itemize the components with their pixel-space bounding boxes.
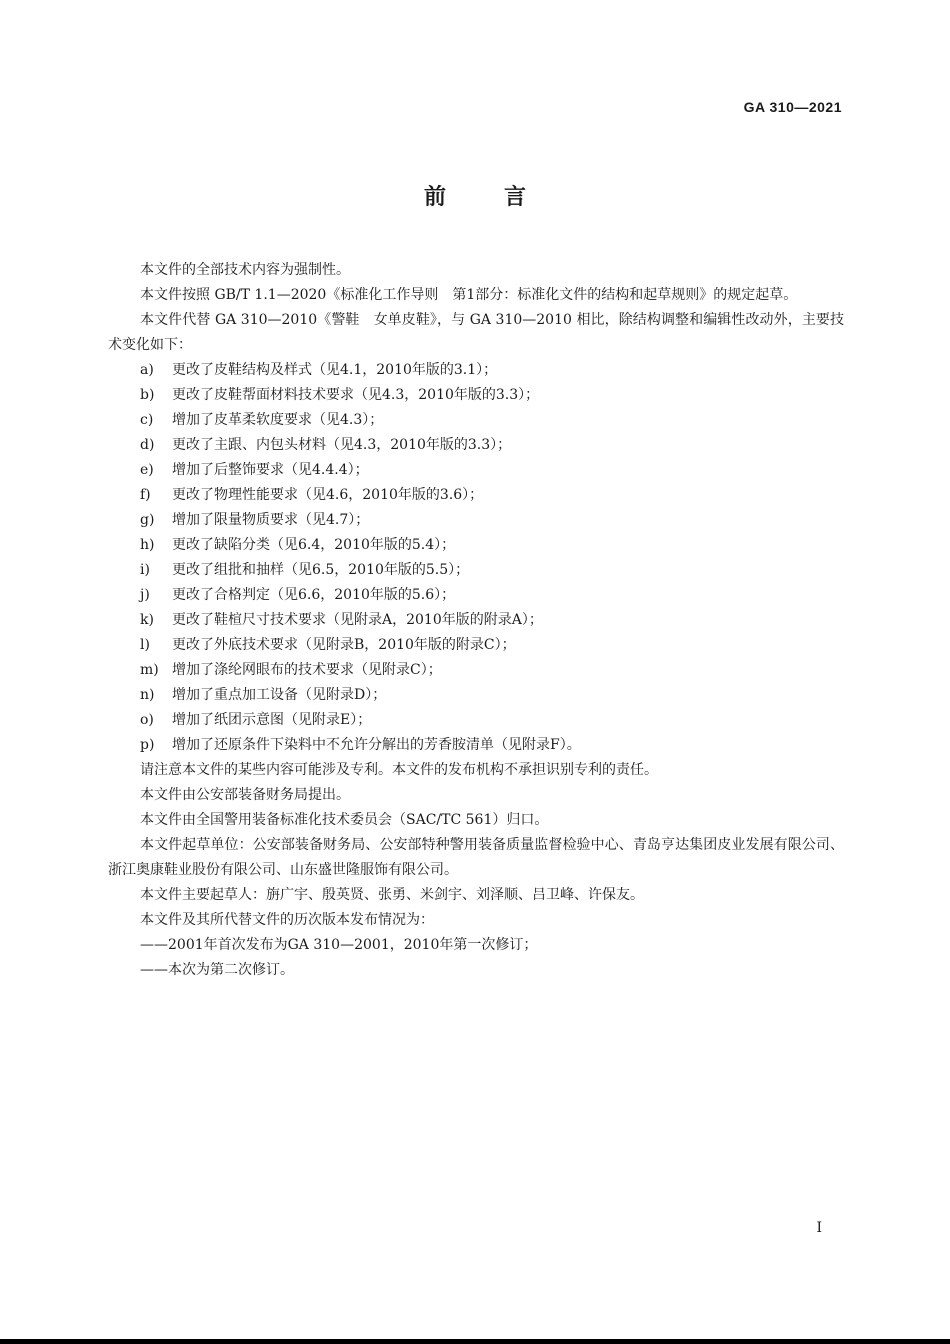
changes-list — [108, 358, 844, 758]
list-item — [108, 358, 844, 383]
list-item-text: 增加了重点加工设备（见附录D）； — [172, 687, 387, 703]
list-item-mark: f) — [140, 487, 151, 503]
list-item-text: 增加了限量物质要求（见4.7）； — [172, 512, 370, 528]
list-item-text: 更改了缺陷分类（见6.4，2010年版的5.4）； — [172, 537, 456, 553]
list-item — [108, 633, 844, 658]
paragraph-patent-notice: 请注意本文件的某些内容可能涉及专利。本文件的发布机构不承担识别专利的责任。 — [140, 762, 658, 778]
list-item-mark: i) — [140, 562, 150, 578]
standard-code: GA 310—2021 — [743, 99, 842, 115]
list-item-mark: a) — [140, 362, 154, 378]
list-item-text: 更改了外底技术要求（见附录B，2010年版的附录C）； — [172, 637, 516, 653]
list-item — [108, 533, 844, 558]
list-item-text: 更改了主跟、内包头材料（见4.3，2010年版的3.3）； — [172, 437, 512, 453]
list-item-mark: e) — [140, 462, 154, 478]
list-item — [108, 733, 844, 758]
list-item-mark: k) — [140, 612, 154, 628]
document-body — [108, 258, 844, 983]
list-item — [108, 658, 844, 683]
list-item-mark: g) — [140, 512, 155, 528]
page-title: 前言 — [423, 185, 584, 210]
list-item-mark: o) — [140, 712, 154, 728]
list-item-text: 更改了合格判定（见6.6，2010年版的5.6）； — [172, 587, 456, 603]
list-item — [108, 408, 844, 433]
bottom-rule — [0, 1339, 950, 1344]
list-item-text: 增加了涤纶网眼布的技术要求（见附录C）； — [172, 662, 442, 678]
list-item-mark: l) — [140, 637, 150, 653]
list-item-text: 增加了皮革柔软度要求（见4.3）； — [172, 412, 384, 428]
history-item: ——本次为第二次修订。 — [140, 962, 294, 978]
paragraph-history-intro: 本文件及其所代替文件的历次版本发布情况为： — [140, 912, 434, 928]
list-item — [108, 608, 844, 633]
list-item-mark: n) — [140, 687, 155, 703]
list-item-mark: h) — [140, 537, 155, 553]
list-item — [108, 558, 844, 583]
paragraph-drafters: 本文件主要起草人：旃广宇、殷英贤、张勇、米剑宇、刘泽顺、吕卫峰、许保友。 — [140, 887, 644, 903]
history-item: ——2001年首次发布为GA 310—2001，2010年第一次修订； — [140, 937, 538, 953]
list-item — [108, 508, 844, 533]
list-item-mark: c) — [140, 412, 154, 428]
list-item-mark: m) — [140, 662, 159, 678]
list-item-text: 更改了鞋楦尺寸技术要求（见附录A，2010年版的附录A）； — [172, 612, 543, 628]
paragraph-drafting-units: 本文件起草单位：公安部装备财务局、公安部特种警用装备质量监督检验中心、青岛亨达集团皮业发展有限公司、浙江奥康鞋业股份有限公司、山东盛世隆服饰有限公司。 — [108, 837, 844, 878]
list-item-text: 更改了组批和抽样（见6.5，2010年版的5.5）； — [172, 562, 470, 578]
list-item-mark: p) — [140, 737, 155, 753]
list-item — [108, 708, 844, 733]
list-item-text: 更改了皮鞋帮面材料技术要求（见4.3，2010年版的3.3）； — [172, 387, 540, 403]
list-item — [108, 383, 844, 408]
list-item — [108, 483, 844, 508]
list-item-text: 增加了后整饰要求（见4.4.4）； — [172, 462, 369, 478]
list-item — [108, 583, 844, 608]
list-item — [108, 433, 844, 458]
list-item-text: 增加了纸团示意图（见附录E）； — [172, 712, 372, 728]
paragraph-mandatory: 本文件的全部技术内容为强制性。 — [140, 262, 350, 278]
list-item-mark: j) — [140, 587, 150, 603]
list-item-text: 更改了物理性能要求（见4.6，2010年版的3.6）； — [172, 487, 484, 503]
paragraph-managed-by: 本文件由全国警用装备标准化技术委员会（SAC/TC 561）归口。 — [140, 812, 549, 828]
list-item-text: 增加了还原条件下染料中不允许分解出的芳香胺清单（见附录F）。 — [172, 737, 581, 753]
list-item — [108, 458, 844, 483]
list-item-mark: b) — [140, 387, 155, 403]
paragraph-proposed-by: 本文件由公安部装备财务局提出。 — [140, 787, 350, 803]
list-item-mark: d) — [140, 437, 155, 453]
paragraph-drafting-basis: 本文件按照 GB/T 1.1—2020《标准化工作导则 第1部分：标准化文件的结构和起草规则》的规定起草。 — [140, 287, 798, 303]
list-item-text: 更改了皮鞋结构及样式（见4.1，2010年版的3.1）； — [172, 362, 498, 378]
list-item — [108, 683, 844, 708]
page-number: I — [816, 1220, 822, 1236]
paragraph-replaces: 本文件代替 GA 310—2010《警鞋 女单皮鞋》，与 GA 310—2010 相比，除结构调整和编辑性改动外，主要技术变化如下： — [108, 312, 844, 353]
